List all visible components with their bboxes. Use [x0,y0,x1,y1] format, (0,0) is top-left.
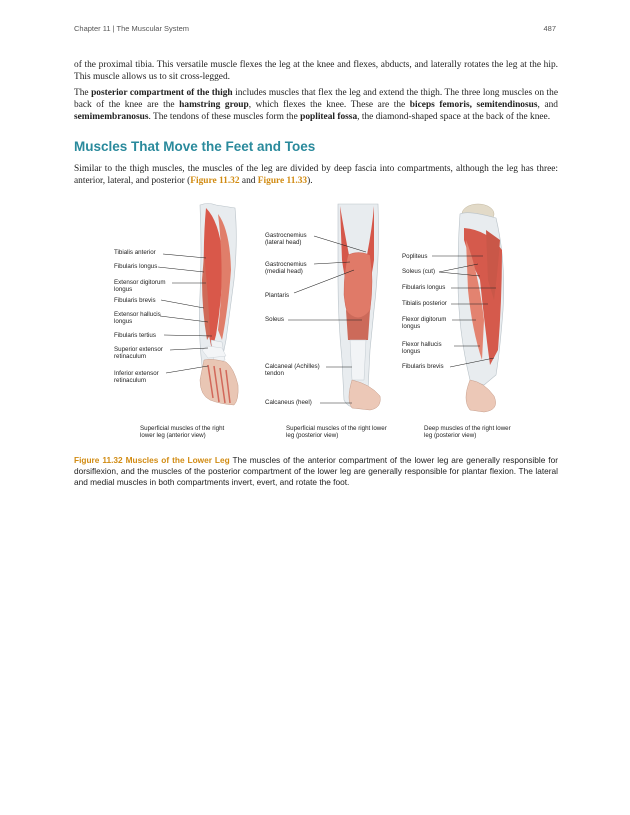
label-fibularis-brevis: Fibularis brevis [114,297,156,304]
label-fibularis-brevis-deep: Fibularis brevis [402,363,444,370]
label-inferior-extensor-retinaculum: Inferior extensor retinaculum [114,370,159,385]
label-fibularis-tertius: Fibularis tertius [114,332,156,339]
posterior-leg-drawing [338,204,380,410]
label-flexor-digitorum-longus: Flexor digitorum longus [402,316,447,331]
link-figure-11-33[interactable]: Figure 11.33 [257,176,308,187]
figure-caption-text: The muscles of the anterior compartment of the lower leg are generally responsible for dorsiflexion, and the muscles of the posterior compartment of the lower leg are generally responsible for plantar flexion. The lateral and medial muscles in both compartments invert, evert, and rotate the foot. [74,455,558,488]
link-figure-11-32[interactable]: Figure 11.32 [190,176,240,187]
panel-caption-deep: Deep muscles of the right lower leg (posterior view) [424,425,511,440]
deep-leg-drawing [458,204,504,412]
anatomy-illustration [108,200,526,445]
label-flexor-hallucis-longus: Flexor hallucis longus [402,341,442,356]
label-soleus: Soleus [265,316,284,323]
label-popliteus: Popliteus [402,253,428,260]
label-gastrocnemius-lateral: Gastrocnemius (lateral head) [265,232,307,247]
label-fibularis-longus: Fibularis longus [114,263,158,270]
anterior-leg-drawing [199,204,238,406]
label-superior-extensor-retinaculum: Superior extensor retinaculum [114,346,163,361]
figure-caption [74,455,558,489]
label-extensor-hallucis-longus: Extensor hallucis longus [114,311,161,326]
figure-lower-leg-muscles [108,200,526,445]
label-tibialis-posterior: Tibialis posterior [402,300,447,307]
label-calcaneus: Calcaneus (heel) [265,399,312,406]
term-semimembranosus: semimembranosus [74,112,149,123]
label-calcaneal-tendon: Calcaneal (Achilles) tendon [265,363,320,378]
term-popliteal-fossa: popliteal fossa [300,112,358,123]
paragraph-leg-compartments: Similar to the thigh muscles, the muscles of the leg are divided by deep fascia into compartments, although the leg has three: anterior, lateral, and posterior (Figure 11.32 and Figure 11.33). [74,164,558,187]
label-extensor-digitorum-longus: Extensor digitorum longus [114,279,166,294]
paragraph-sartorius: of the proximal tibia. This versatile muscle flexes the leg at the knee and flexes, abducts, and laterally rotates the leg at the hip. This muscle allows us to sit cross-legged. [74,60,558,83]
panel-caption-anterior: Superficial muscles of the right lower leg (anterior view) [140,425,225,440]
panel-caption-posterior: Superficial muscles of the right lower leg (posterior view) [286,425,387,440]
label-tibialis-anterior: Tibialis anterior [114,249,156,256]
term-posterior-compartment: posterior compartment of the thigh [91,88,233,98]
label-soleus-cut: Soleus (cut) [402,268,436,275]
page-header [74,24,556,36]
term-hamstring-group: hamstring group [179,100,249,111]
figure-caption-label: Figure 11.32 Muscles of the Lower Leg [74,455,230,465]
label-plantaris: Plantaris [265,292,290,299]
paragraph-posterior-thigh: The posterior compartment of the thigh includes muscles that flex the leg and extend the thigh. The three long muscles on the back of the knee are the hamstring group, which flexes the knee. These are the biceps femoris, semitendinosus, and semimembranosus. The tendons of these muscles form the popliteal fossa, the diamond-shaped space at the back of the knee. [74,88,559,123]
section-heading: Muscles That Move the Feet and Toes [74,139,316,154]
term-biceps-semitendinosus: biceps femoris, semitendinosus [409,100,538,111]
label-gastrocnemius-medial: Gastrocnemius (medial head) [265,261,307,276]
label-fibularis-longus-deep: Fibularis longus [402,284,446,291]
page-number: 487 [543,24,556,33]
chapter-title: Chapter 11 | The Muscular System [74,24,190,33]
